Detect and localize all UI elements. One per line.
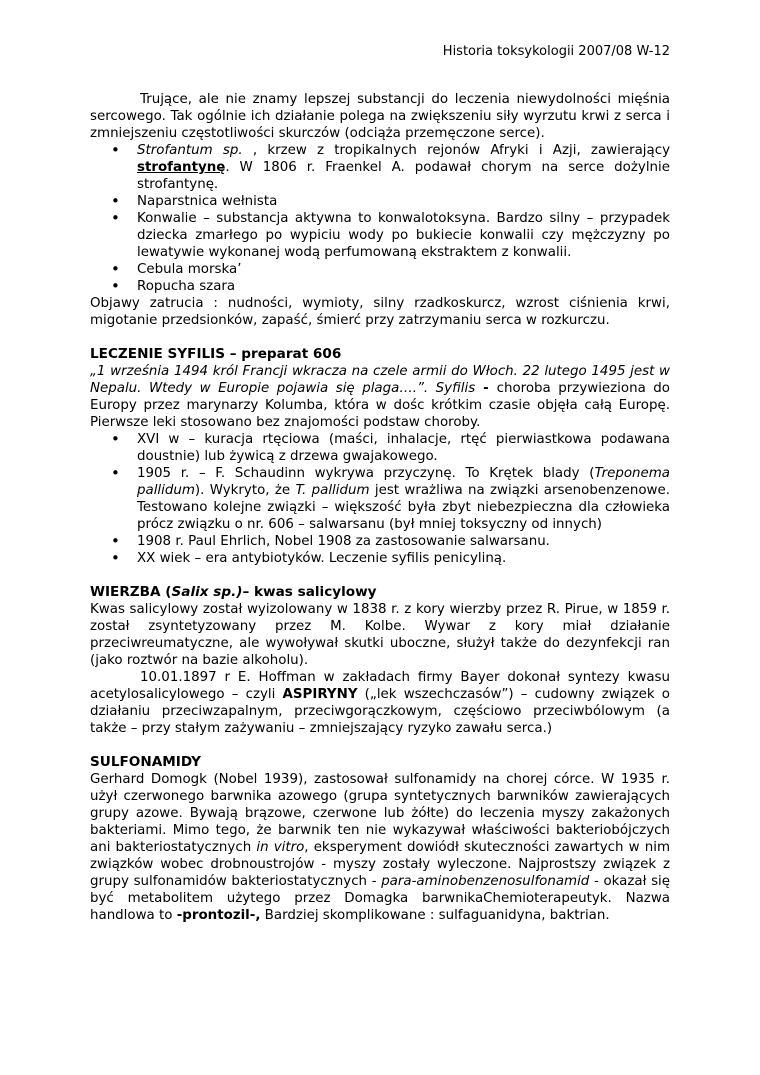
- section-heading-wierzba: WIERZBA (Salix sp.)– kwas salicylowy: [90, 584, 377, 600]
- list-item: • XVI w – kuracja rtęciowa (maści, inhalacje, rtęć pierwiastkowa podawana doustnie) lub żywicą z drzewa gwajakowego.: [137, 431, 670, 465]
- intro-list: [90, 142, 670, 295]
- syfilis-paragraph: „1 września 1494 król Francji wkracza na czele armii do Włoch. 22 lutego 1495 jest w Nepalu. Wtedy w Europie pojawia się plaga….”. Syfilis - choroba przywieziona do Europy przez marynarzy Kolumba, która w dośc krótkim czasie objęła całą Europę. Pierwsze leki stosowano bez znajomości podstaw choroby.: [90, 364, 670, 430]
- list-item: • Ropucha szara: [137, 278, 670, 295]
- syfilis-list: [90, 431, 670, 567]
- list-item: • XX wiek – era antybiotyków. Leczenie syfilis penicyliną.: [137, 550, 670, 567]
- intro-paragraph: Trujące, ale nie znamy lepszej substancji do leczenia niewydolności mięśnia sercowego. Tak ogólnie ich działanie polega na zwiększeniu siły wyrzutu krwi z serca i zmniejszeniu częstotliwości skurczów (odciąża przemęczone serce).: [90, 92, 670, 141]
- page-header: Historia toksykologii 2007/08 W-12: [442, 44, 670, 59]
- document-body: [90, 91, 670, 924]
- wierzba-paragraph: Kwas salicylowy został wyizolowany w 1838 r. z kory wierzby przez R. Pirue, w 1859 r. został zsyntetyzowany przez M. Kolbe. Wywar z kory miał działanie przeciwreumatyczne, ale wywoływał skutki uboczne, służył także do dezynfekcji ran (jako roztwór na bazie alkoholu).: [90, 602, 670, 668]
- list-item: • 1905 r. – F. Schaudinn wykrywa przyczynę. To Krętek blady (Treponema pallidum). Wykryto, że T. pallidum jest wrażliwa na związki arsenobenzenowe. Testowano kolejne związki – większość była zbyt niebezpieczna dla człowieka prócz związku o nr. 606 – salwarsanu (był mniej toksyczny od innych): [137, 465, 670, 533]
- sulfonamidy-paragraph: Gerhard Domogk (Nobel 1939), zastosował sulfonamidy na chorej córce. W 1935 r. użył czerwonego barwnika azowego (grupa syntetycznych barwników zawierających grupy azowe. Bywają brązowe, czerwone lub żółte) do leczenia myszy zakażonych bakteriami. Mimo tego, że barwnik ten nie wykazywał właściwości bakteriobójczych ani bakteriostatycznych in vitro, eksperyment dowiódł skuteczności zawartych w nim związków wobec drobnoustrojów - myszy zostały wyleczone. Najprostszy związek z grupy sulfonamidów bakteriostatycznych - para-aminobenzenosulfonamid - okazał się być metabolitem użytego przez Domagka barwnikaChemioterapeutyk. Nazwa handlowa to -prontozil-, Bardziej skomplikowane : sulfaguanidyna, baktrian.: [90, 772, 670, 923]
- section-heading-sulfonamidy: SULFONAMIDY: [90, 754, 201, 770]
- symptoms-paragraph: Objawy zatrucia : nudności, wymioty, silny rzadkoskurcz, wzrost ciśnienia krwi, migotanie przedsionków, zapaść, śmierć przy zatrzymaniu serca w rozkurczu.: [90, 296, 670, 328]
- list-item: • Strofantum sp. , krzew z tropikalnych rejonów Afryki i Azji, zawierający strofantynę. W 1806 r. Fraenkel A. podawał chorym na serce dożylnie strofantynę.: [137, 142, 670, 193]
- list-item: • Cebula morska’: [137, 261, 670, 278]
- list-item: • Konwalie – substancja aktywna to konwalotoksyna. Bardzo silny – przypadek dziecka zmarłego po wypiciu wody po bukiecie konwalii czy mężczyzny po lewatywie wykonanej wodą perfumowaną ekstraktem z konwalii.: [137, 210, 670, 261]
- aspiryna-paragraph: 10.01.1897 r E. Hoffman w zakładach firmy Bayer dokonał syntezy kwasu acetylosalicylowego – czyli ASPIRYNY („lek wszechczasów”) – cudowny związek o działaniu przeciwzapalnym, przeciwgorączkowym, częściowo przeciwbólowym (a także – przy stałym zażywaniu – zmniejszający ryzyko zawału serca.): [90, 670, 670, 736]
- section-heading-syfilis: LECZENIE SYFILIS – preparat 606: [90, 346, 342, 362]
- list-item: • 1908 r. Paul Ehrlich, Nobel 1908 za zastosowanie salwarsanu.: [137, 533, 670, 550]
- list-item: • Naparstnica wełnista: [137, 193, 670, 210]
